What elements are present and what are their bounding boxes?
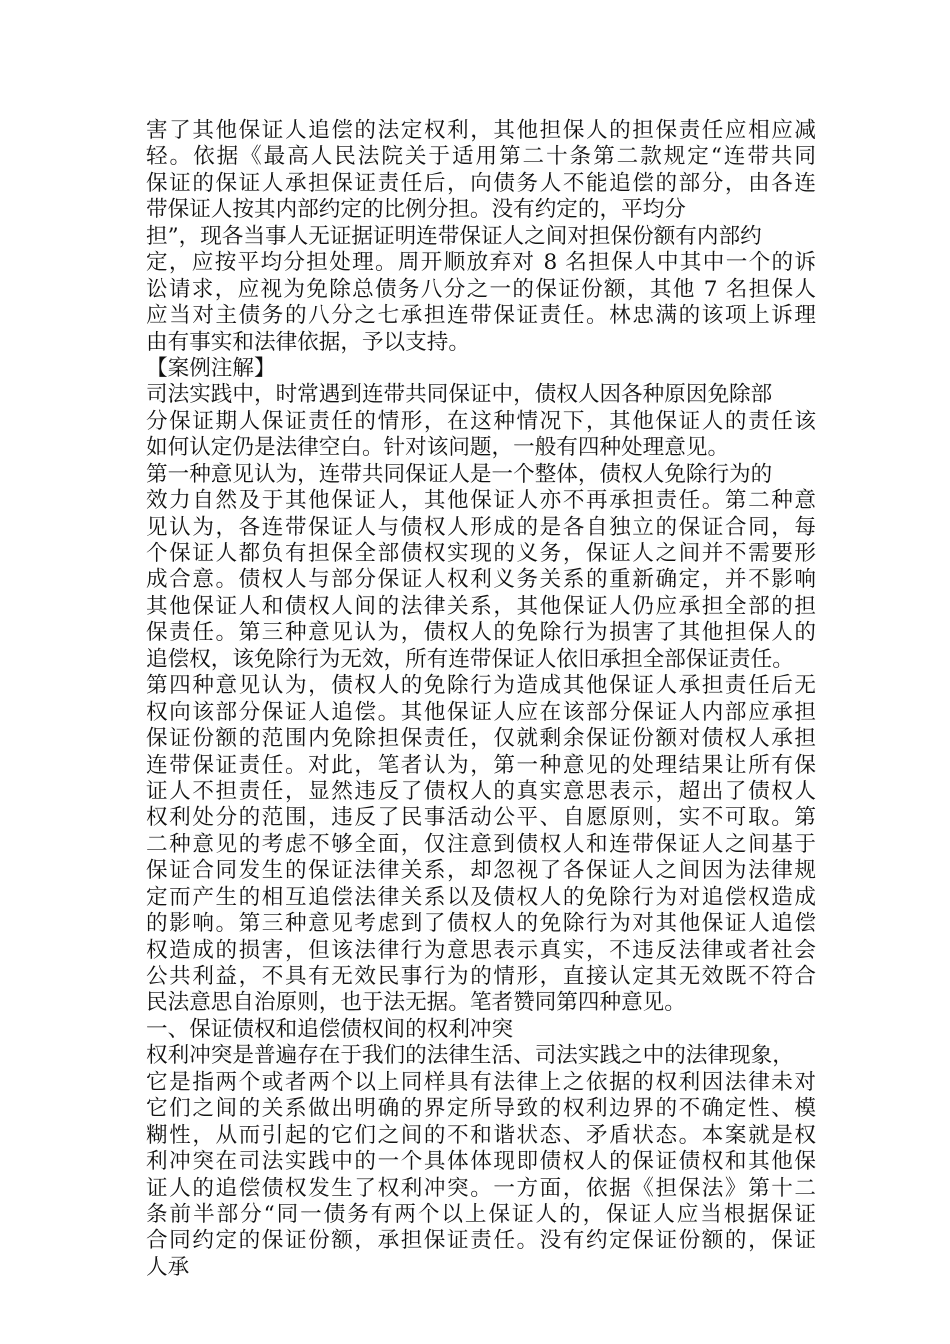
text-line-21: 追偿权，该免除行为无效，所有连带保证人依旧承担全部保证责任。 [146, 646, 794, 672]
text-line-3: 保证的保证人承担保证责任后，向债务人不能追偿的部分，由各连 [146, 170, 816, 196]
text-line-7: 讼请求，应视为免除总债务八分之一的保证份额，其他 7 名担保人 [146, 276, 816, 302]
text-line-8: 应当对主债务的八分之七承担连带保证责任。林忠满的该项上诉理 [146, 303, 816, 329]
text-line-18: 成合意。债权人与部分保证人权利义务关系的重新确定，并不影响 [146, 567, 816, 593]
text-line-26: 证人不担责任，显然违反了债权人的真实意思表示，超出了债权人 [146, 778, 816, 804]
text-line-9: 由有事实和法律依据，予以支持。 [146, 329, 470, 355]
text-line-38: 它们之间的关系做出明确的界定所导致的权利边界的不确定性、模 [146, 1096, 816, 1122]
text-line-43: 合同约定的保证份额，承担保证责任。没有约定保证份额的，保证 [146, 1228, 816, 1254]
text-line-37: 它是指两个或者两个以上同样具有法律上之依据的权利因法律未对 [146, 1069, 816, 1095]
text-line-13: 如何认定仍是法律空白。针对该问题，一般有四种处理意见。 [146, 435, 730, 461]
text-line-36: 权利冲突是普遍存在于我们的法律生活、司法实践之中的法律现象， [146, 1043, 794, 1069]
text-line-11: 司法实践中，时常遇到连带共同保证中，债权人因各种原因免除部 [146, 382, 773, 408]
text-line-24: 保证份额的范围内免除担保责任，仅就剩余保证份额对债权人承担 [146, 726, 816, 752]
text-line-12: 分保证期人保证责任的情形，在这种情况下，其他保证人的责任该 [146, 408, 816, 434]
text-line-5: 担”，现各当事人无证据证明连带保证人之间对担保份额有内部约 [146, 223, 762, 249]
section-heading-case-notes: 【案例注解】 [146, 355, 276, 381]
text-line-27: 权利处分的范围，违反了民事活动公平、自愿原则，实不可取。第 [146, 805, 816, 831]
text-line-40: 利冲突在司法实践中的一个具体体现即债权人的保证债权和其他保 [146, 1149, 816, 1175]
text-line-19: 其他保证人和债权人间的法律关系，其他保证人仍应承担全部的担 [146, 593, 816, 619]
text-line-22: 第四种意见认为，债权人的免除行为造成其他保证人承担责任后无 [146, 673, 816, 699]
text-line-15: 效力自然及于其他保证人，其他保证人亦不再承担责任。第二种意 [146, 488, 816, 514]
text-line-25: 连带保证责任。对此，笔者认为，第一种意见的处理结果让所有保 [146, 752, 816, 778]
text-line-33: 公共利益，不具有无效民事行为的情形，直接认定其无效既不符合 [146, 964, 816, 989]
text-line-6: 定，应按平均分担处理。周开顺放弃对 8 名担保人中其中一个的诉 [146, 250, 816, 276]
text-line-20: 保责任。第三种意见认为，债权人的免除行为损害了其他担保人的 [146, 620, 816, 646]
text-line-41: 证人的追偿债权发生了权利冲突。一方面，依据《担保法》第十二 [146, 1175, 816, 1201]
text-line-32: 权造成的损害，但该法律行为意思表示真实，不违反法律或者社会 [146, 937, 816, 963]
text-line-30: 定而产生的相互追偿法律关系以及债权人的免除行为对追偿权造成 [146, 884, 816, 910]
text-line-31: 的影响。第三种意见考虑到了债权人的免除行为对其他保证人追偿 [146, 911, 816, 937]
text-line-44: 人承 [146, 1254, 190, 1280]
text-line-4: 带保证人按其内部约定的比例分担。没有约定的，平均分 [146, 197, 686, 223]
document-body [146, 118, 816, 1281]
text-line-17: 个保证人都负有担保全部债权实现的义务，保证人之间并不需要形 [146, 541, 816, 566]
section-heading-rights-conflict: 一、保证债权和追偿债权间的权利冲突 [146, 1016, 514, 1042]
text-line-42: 条前半部分“同一债务有两个以上保证人的，保证人应当根据保证 [146, 1201, 816, 1227]
text-line-16: 见认为，各连带保证人与债权人形成的是各自独立的保证合同，每 [146, 514, 816, 540]
text-line-23: 权向该部分保证人追偿。其他保证人应在该部分保证人内部应承担 [146, 699, 816, 725]
text-line-1: 害了其他保证人追偿的法定权利，其他担保人的担保责任应相应减 [146, 118, 816, 143]
text-line-28: 二种意见的考虑不够全面，仅注意到债权人和连带保证人之间基于 [146, 831, 816, 857]
text-line-29: 保证合同发生的保证法律关系，却忽视了各保证人之间因为法律规 [146, 858, 816, 884]
text-line-14: 第一种意见认为，连带共同保证人是一个整体，债权人免除行为的 [146, 461, 773, 487]
text-line-2: 轻。依据《最高人民法院关于适用第二十条第二款规定“连带共同 [146, 144, 816, 170]
text-line-39: 糊性，从而引起的它们之间的不和谐状态、矛盾状态。本案就是权 [146, 1122, 816, 1148]
text-line-34: 民法意思自治原则，也于法无据。笔者赞同第四种意见。 [146, 990, 686, 1016]
